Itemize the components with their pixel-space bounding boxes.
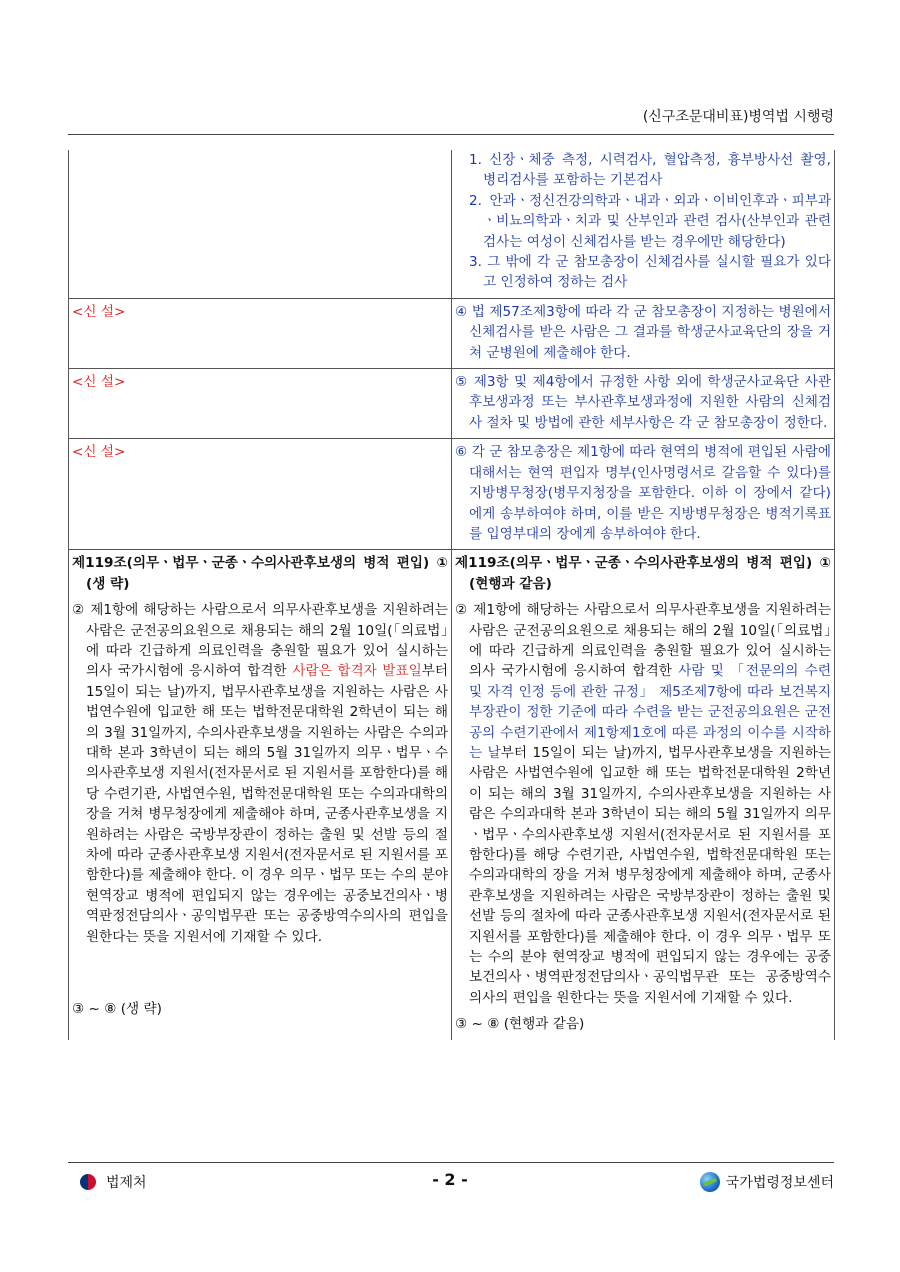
table-row <box>69 439 835 550</box>
footer-right <box>700 1172 834 1192</box>
article-title: 제119조(의무ㆍ법무ㆍ군종ㆍ수의사관후보생의 병적 편입) ① (현행과 같음) <box>455 555 831 592</box>
footer-center-name: 국가법령정보센터 <box>725 1175 834 1191</box>
page-number: - 2 - <box>432 1170 468 1189</box>
paragraph-text: ② 제1항에 해당하는 사람으로서 의무사관후보생을 지원하려는 사람은 군전공의요원으로 채용되는 해의 2월 10일(「의료법」에 따라 긴급하게 의료인력을 충원할 필요가 있어 실시하는 의사 국가시험에 응시하여 합격한 <box>72 602 448 680</box>
paragraph-text: 부터 15일이 되는 날)까지, 법무사관후보생을 지원하는 사람은 사법연수원에 입교한 해 또는 법학전문대학원 2학년이 되는 해의 3월 31일까지, 수의사관후보생을 지원하는 사람은 수의과대학 본과 3학년이 되는 해의 5월 31일까지 의무ㆍ법무ㆍ수의사관후보생 지원서(전자문서로 된 지원서를 포함한다)를 해당 수련기관, 사법연수원, 법학전문대학원 또는 수의과대학의 장을 거쳐 병무청장에게 제출해야 하며, 군종사관후보생을 지원하려는 사람은 국방부장관이 정하는 출원 및 선발 등의 절차에 따라 군종사관후보생 지원서(전자문서로 된 지원서를 포함한다)를 제출해야 한다. 이 경우 의무ㆍ법무 또는 수의 분야 현역장교 병적에 편입되지 않는 경우에는 공중보건의사ㆍ병역판정전담의사ㆍ공익법무관 또는 공중방역수의사의 편입을 원한다는 뜻을 지원서에 기재할 수 있다. <box>86 663 448 945</box>
table-row <box>69 550 835 1040</box>
paragraph-3-8: ③ ~ ⑧ (현행과 같음) <box>455 1016 585 1033</box>
paragraph-5: ⑤ 제3항 및 제4항에서 규정한 사항 외에 학생군사교육단 사관후보생과정 또는 부사관후보생과정에 지원한 사람의 신체검사 절차 및 방법에 관한 세부사항은 각 군 참모총장이 정한다. <box>455 374 831 431</box>
current-article-119-cell <box>69 550 452 1040</box>
paragraph-2 <box>455 600 831 1008</box>
list-item: 1. 신장ㆍ체중 측정, 시력검사, 혈압측정, 흉부방사선 촬영, 병리검사를 포함하는 기본검사 <box>469 152 831 189</box>
header-divider <box>68 134 834 135</box>
paragraph-6: ⑥ 각 군 참모총장은 제1항에 따라 현역의 병적에 편입된 사람에 대해서는 현역 편입자 명부(인사명령서로 갈음할 수 있다)를 지방병무청장(병무지청장을 포함한다. 이하 이 장에서 같다)에게 송부하여야 하며, 이를 받은 지방병무청장은 병적기록표를 입영부대의 장에게 송부하여야 한다. <box>455 444 831 542</box>
new-provision-marker: <신 설> <box>72 444 126 461</box>
paragraph-2 <box>72 600 448 947</box>
table-row <box>69 150 835 298</box>
amended-text-cell <box>452 150 835 298</box>
current-text-cell <box>69 150 452 298</box>
new-provision-marker: <신 설> <box>72 374 126 391</box>
footer-divider <box>68 1162 834 1163</box>
comparison-table <box>68 150 835 1040</box>
globe-logo-icon <box>700 1172 720 1192</box>
new-provision-marker: <신 설> <box>72 303 126 320</box>
document-header-title: (신구조문대비표)병역법 시행령 <box>642 109 834 125</box>
list-item: 3. 그 밖에 각 군 참모총장이 신체검사를 실시할 필요가 있다고 인정하여 정하는 검사 <box>469 254 831 291</box>
footer-org-name: 법제처 <box>106 1175 147 1191</box>
amended-article-119-cell <box>452 550 835 1040</box>
paragraph-4: ④ 법 제57조제3항에 따라 각 군 참모총장이 지정하는 병원에서 신체검사를 받은 사람은 그 결과를 학생군사교육단의 장을 거쳐 군병원에 제출해야 한다. <box>455 303 831 361</box>
added-text: 사람 및 「전문의의 수련 및 자격 인정 등에 관한 규정」 제5조제7항에 따라 보건복지부장관이 정한 기준에 따라 수련을 받는 군전공의요원은 군전공의 수련기관에서 제1항제1호에 따른 과정의 이수를 시작하는 날 <box>469 663 831 761</box>
inspection-item-list <box>455 150 831 293</box>
deleted-text: 사람은 합격자 발표일 <box>292 663 422 680</box>
table-row <box>69 369 835 439</box>
article-title: 제119조(의무ㆍ법무ㆍ군종ㆍ수의사관후보생의 병적 편입) ① (생 략) <box>72 555 448 592</box>
list-item: 2. 안과ㆍ정신건강의학과ㆍ내과ㆍ외과ㆍ이비인후과ㆍ피부과ㆍ비뇨의학과ㆍ치과 및 산부인과 관련 검사(산부인과 관련 검사는 여성이 신체검사를 받는 경우에만 해당한다) <box>469 192 831 250</box>
paragraph-text: 부터 15일이 되는 날)까지, 법무사관후보생을 지원하는 사람은 사법연수원에 입교한 해 또는 법학전문대학원 2학년이 되는 해의 3월 31일까지, 수의사관후보생을 지원하는 사람은 수의과대학 본과 3학년이 되는 해의 5월 31일까지 의무ㆍ법무ㆍ수의사관후보생 지원서(전자문서로 된 지원서를 포함한다)를 해당 수련기관, 사법연수원, 법학전문대학원 또는 수의과대학의 장을 거쳐 병무청장에게 제출해야 하며, 군종사관후보생을 지원하려는 사람은 국방부장관이 정하는 출원 및 선발 등의 절차에 따라 군종사관후보생 지원서(전자문서로 된 지원서를 포함한다)를 제출해야 한다. 이 경우 의무ㆍ법무 또는 수의 분야 현역장교 병적에 편입되지 않는 경우에는 공중보건의사ㆍ병역판정전담의사ㆍ공익법무관 또는 공중방역수의사의 편입을 원한다는 뜻을 지원서에 기재할 수 있다. <box>469 744 831 1006</box>
table-row <box>69 298 835 368</box>
paragraph-text: ② 제1항에 해당하는 사람으로서 의무사관후보생을 지원하려는 사람은 군전공의요원으로 채용되는 해의 2월 10일(「의료법」에 따라 긴급하게 의료인력을 충원할 필요가 있어 실시하는 의사 국가시험에 응시하여 합격한 <box>455 602 831 680</box>
paragraph-3-8: ③ ~ ⑧ (생 략) <box>72 1001 162 1018</box>
